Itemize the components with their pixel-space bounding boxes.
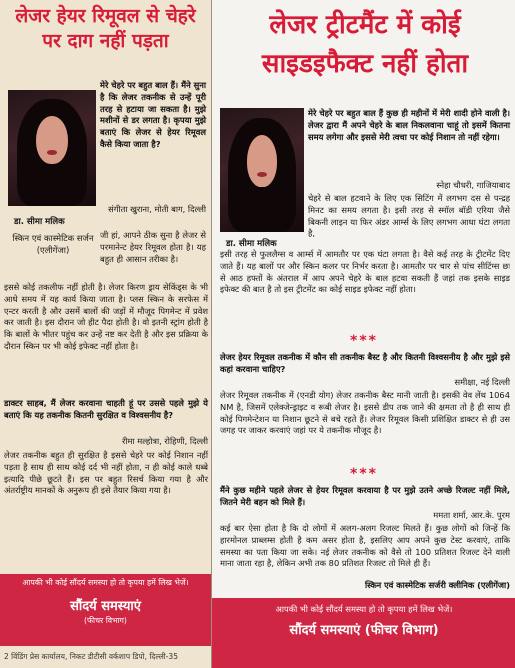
right-answer-3: कई बार ऐसा होता है कि दो लोगों में अलग-अलग रिजल्ट मिलते हैं। कुछ लोगों को जिन्हें कि हारमोनल प्राब्लम्स होती है कम असर होता है, इसलिए आप अपने कुछ टेस्ट करवाएं, ताकि समस्या का पता किया जा सके। नई लेजर तकनीक को वैसे तो 100 प्रतिशत रिजल्ट देने वाली माना जाता रहा है, लेकिन अभी तक 80 प्रतिशत रिजल्ट तो मिले ही हैं। (220, 523, 510, 569)
right-clinic-credit: स्किन एवं कास्मेटिक सर्जरी क्लीनिक (एलीगेंजा) (364, 580, 510, 590)
left-footer-invite: आपकी भी कोई सौंदर्य समस्या हो तो कृपया हमें लिख भेजें। (22, 578, 189, 587)
right-question-3: मैंने कुछ महीने पहले लेजर से हेयर रिमूवल करवाया है पर मुझे उतने अच्छे रिजल्ट नहीं मिले, जितने मेरी बहन को मिले हैं। (220, 485, 510, 507)
left-answer-2: लेजर तकनीक बहुत ही सुरक्षित है इससे चेहरे पर कोई निशान नहीं पड़ता है साथ ही साथ कोई दर्द भी नहीं होता, न ही कोई काले धब्बे इत्यादि पीछे छूटते हैं। इस पर बहुत रिसर्च किया गया है और अंतर्राष्ट्रीय मानकों के अनुरूप ही इसे तैयार किया गया है। (4, 450, 208, 496)
right-headline: लेजर ट्रीटमैंट में कोई साइडइफैक्ट नहीं होता (261, 10, 469, 79)
left-doctor-title: स्किन एवं कास्मेटिक सर्जन (एलीगेंजा) (12, 234, 94, 257)
left-footer-band (0, 574, 211, 646)
right-answer-1-part-b: इसी तरह से फुललैग्स व आर्म्स में आमतौर पर एक घंटा लगता है। वैसे कई तरह के ट्रीटमेंट दिए जाते हैं। यह बालों पर और स्किन कलर पर निर्भर करता है। आमतौर पर चार से पांच सीटिंग्स छः से आठ हफ्तों के अंतराल में आप अपने चेहरे के बाल हटवा सकती हैं जहां तक इसके साइड इफेक्ट की बात है तो इस ट्रीटमेंट का कोई साइड इफेक्ट नहीं होता। (220, 249, 510, 295)
photo-face (247, 135, 277, 187)
right-answer-2: लेजर रिमूवल तकनीक में (एनडी योग) लेजर तकनीक बैस्ट मानी जाती है। इसकी वेव लेंथ 1064 NM है, जिसमें एलेक्जेन्ड्राइट व रूबी लेजर है। इससे डीप तक जाने की क्षमता तो है ही साथ ही कोई पिगमेन्टेशन या निशान छूटने से बचे रहते हैं। लेजर रिमूवल किसी प्रशिक्षित डाक्टर से ही उस जगह पर जाकर करवाएं जहां पर ये तकनीक मौजूद है। (220, 390, 510, 436)
right-question-1: मेरे चेहरे पर बहुत बाल हैं कुछ ही महीनों में मेरी शादी होने वाली है। लेजर द्वारा मैं अपने चेहरे के बाल निकलवाना चाहूं तो इसमें कितना समय लगेगा और इससे मेरी त्वचा पर कोई निशान तो नहीं रहेगा। (308, 108, 510, 142)
left-headline: लेजर हेयर रिमूवल से चेहरे पर दाग नहीं पड़ता (15, 5, 196, 52)
right-question-2-signature: समीक्षा, नई दिल्ली (454, 377, 510, 387)
right-question-1-signature: स्नेहा चौधरी, गाजियाबाद (436, 180, 510, 190)
right-footer-invite: आपकी भी कोई सौंदर्य समस्या हो तो कृपया हमें लिख भेजें। (275, 604, 453, 614)
left-answer-1-part-a: जी हां, आपने ठीक सुना है लेजर से परमानेन्ट हेयर रिमूवल होता है। यह बहुत ही आसान तरीका है। (100, 230, 206, 264)
right-column-brand: सौंदर्य समस्याएं (फीचर विभाग) (289, 623, 439, 638)
left-column-brand: सौंदर्य समस्याएं (70, 599, 141, 614)
left-article (0, 0, 211, 668)
separator-stars: *** (350, 333, 378, 349)
left-column-brand-sub: (फीचर विभाग) (84, 616, 127, 625)
left-question-2-signature: रीमा मल्होत्रा, रोहिणी, दिल्ली (122, 436, 208, 446)
right-article (211, 0, 515, 668)
left-doctor-photo (8, 90, 96, 206)
right-doctor-name: डा. सीमा मलिक (226, 239, 277, 249)
separator-stars: *** (350, 466, 378, 482)
left-question-1: मेरे चेहरे पर बहुत बाल हैं। मैंने सुना है कि लेजर तकनीक से उन्हें पूरी तरह से हटाया जा सकता है। मुझे मशीनों से डर लगता है। कृपया मुझे बताएं कि लेजर से हेयर रिमूवल कैसे किया जाता है? (100, 80, 206, 149)
right-answer-1-part-a: चेहरे से बाल हटवाने के लिए एक सिटिंग में लगभग दस से पन्द्रह मिनट का समय लगता है। इसी तरह से स्मॉल बॉडी एरिया जैसे बिकनी लाइन या फिर अंडर आर्म्स के लिए लगभग आधा घंटा लगता है, (308, 193, 510, 239)
left-question-1-signature: संगीता खुराना, मोती बाग, दिल्ली (108, 204, 206, 214)
left-address: 2 विंडिंग प्रेस कार्यालय, निकट डीटीसी वर्कशाप डिपो, दिल्ली-35 (0, 646, 211, 668)
left-doctor-name: डा. सीमा मलिक (14, 217, 65, 227)
left-answer-1-part-b: इससे कोई तकलीफ नहीं होती है। लेजर किरण ड्राय सेकिंड्स के भी आधे समय में यह कार्य किया जाता है। प्लस स्किन के सरफेस में एन्टर करती है और उसमें बालों की जड़ों में मौजूद पिगमेन्ट में प्रवेश कर जाती है। इस दौरान जो हीट पैदा होती है। वो इतनी स्ट्रांग होती है कि बालों के भीतर पहुंच कर उन्हें नष्ट कर देती है और इस प्रक्रिया के दौरान स्किन पर भी कोई इफेक्ट नहीं होता है। (4, 282, 208, 351)
right-question-2: लेजर हेयर रिमूवल तकनीक में कौन सी तकनीक बैस्ट है और कितनी विश्वसनीय है और मुझे इसे कहां करवाना चाहिए? (220, 352, 510, 374)
photo-face (36, 116, 68, 165)
right-question-3-signature: ममता शर्मा, आर.के. पुरम (433, 510, 510, 520)
right-footer-band (212, 598, 515, 668)
photo-lips (47, 150, 58, 155)
left-question-2: डाक्टर साहब, मैं लेजर करवाना चाहती हूं पर उससे पहले मुझे ये बताएं कि यह तकनीक कितनी सुरक्षित व विश्वसनीय है? (4, 398, 208, 420)
right-doctor-photo (220, 108, 304, 232)
